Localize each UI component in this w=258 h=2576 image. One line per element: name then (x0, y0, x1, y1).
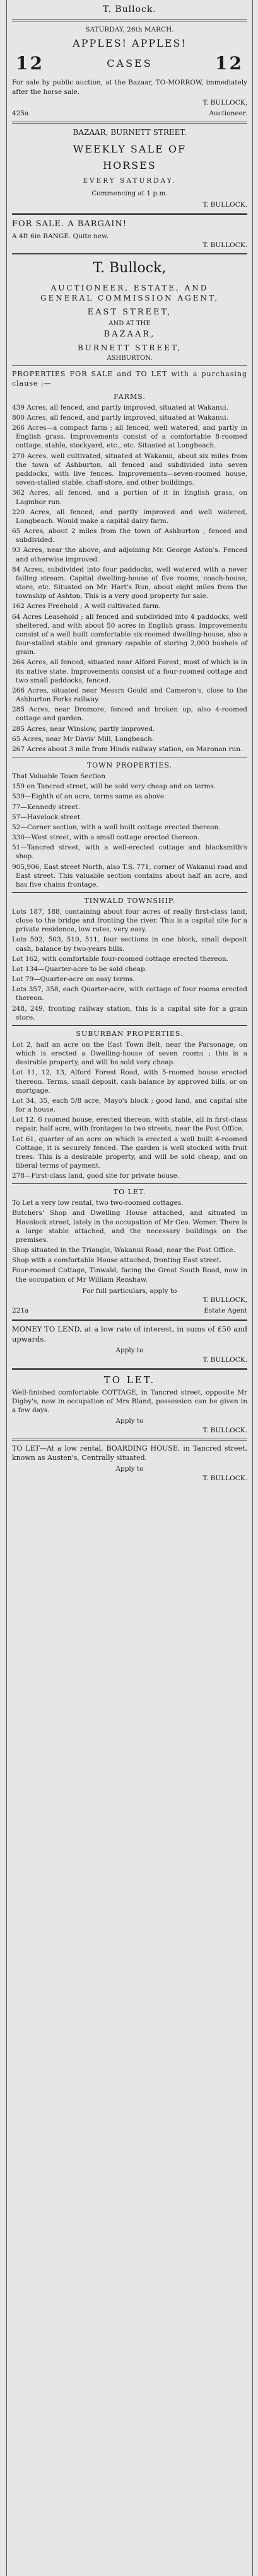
boarding-seller: T. BULLOCK. (202, 1474, 247, 1482)
town-subheading: That Valuable Town Section (12, 773, 106, 780)
money-to-lend-body: MONEY TO LEND, at a low rate of interest, in sums of £50 and upwards. (12, 1325, 247, 1343)
town-item: 905,906, East street North, also T.S. 771, corner of Wakanui road and East street. This valuable section contains about half an acre, and has five chains frontage. (12, 863, 247, 888)
money-to-lend-advert (12, 1325, 247, 1364)
town-item: 51—Tancred street, with a well-erected cottage and blacksmith's shop. (12, 844, 247, 861)
suburban-list (12, 1040, 247, 1181)
auctioneer-line: AUCTIONEER, ESTATE, AND (50, 283, 209, 292)
tinwald-item: Lots 357, 358, each Quarter-acre, with cottage of four rooms erected thereon. (12, 986, 247, 1003)
tinwald-list (12, 907, 247, 1022)
cottage-apply: Apply to (115, 1417, 144, 1425)
town-heading: TOWN PROPERTIES. (86, 761, 173, 770)
farm-item: 439 Acres, all fenced, and partly improved, situated at Wakanui. (12, 403, 228, 411)
tinwald-item: Lots 502, 503, 510, 511, four sections in one block, small deposit cash, balance by two-years bills. (12, 936, 247, 953)
range-detail: A 4ft 6in RANGE. Quite new. (12, 232, 109, 240)
apples-headline: APPLES! APPLES! (73, 37, 187, 50)
cases-line (12, 50, 247, 77)
tinwald-item: 248, 249, fronting railway station, this is a capital site for a grain store. (12, 1004, 247, 1021)
divider (12, 1439, 247, 1440)
divider (12, 1183, 247, 1184)
bullock-title: T. Bullock, (93, 260, 167, 276)
farm-item: 64 Acres Leasehold ; all fenced and subdivided into 4 paddocks, well sheltered, and with about 50 acres in English grass. Improvements consist of a well built comfortable six-roomed dwelling-house, also a four-stalled stable and granary capable of storing 2,000 bushels of grain. (12, 612, 247, 657)
suburban-item: Lot 2, half an acre on the East Town Belt, near the Parsonage, on which is erected a Dwelling-house of seven rooms ; this is a desirable property, and will be sold very cheap. (12, 1040, 247, 1067)
farm-item: 270 Acres, well cultivated, situated at Wakanui, about six miles from the town of Ashburton, all fenced and subdivided into seven paddocks, with live fences. Improvements—seven-roomed house, seven-stalled stable, chaff-store, and other buildings. (12, 452, 247, 487)
town-item: 539—Eighth of an acre, terms same as above. (12, 793, 167, 801)
cottage-to-let-body: Well-finished comfortable COTTAGE, in Tancred street, opposite Mr Digby's, now in occupation of Mrs Bland, possession can be given in a few days. (12, 1388, 247, 1415)
to-let-item: Butchers' Shop and Dwelling House attached, and situated in Havelock street, lately in the occupation of Mr Geo. Womer. There is a large stable attached, and the necessary buildings on the premises. (12, 1209, 247, 1244)
tinwald-item: Lots 187, 188, containing about four acres of really first-class land, close to the bridge and fronting the river. This is a capital site for a private residence, low rates, very easy. (12, 907, 247, 934)
to-let-item: Shop with a comfortable House attached, fronting East street. (12, 1256, 222, 1265)
to-let-item: Four-roomed Cottage, Tinwald, facing the Great South Road, now in the occupation of Mr William Renshaw. (12, 1267, 247, 1284)
suburban-heading: SUBURBAN PROPERTIES. (76, 1029, 184, 1038)
boarding-house-advert (12, 1444, 247, 1483)
farm-item: 65 Acres, about 2 miles from the town of Ashburton ; fenced and subdivided. (12, 527, 247, 544)
cottage-seller: T. BULLOCK. (202, 1426, 247, 1434)
every-saturday: EVERY SATURDAY. (83, 176, 177, 185)
suburban-item: Lot 61, quarter of an acre on which is erected a well built 4-roomed Cottage, it is securely fenced. The garden is well stocked with fruit trees. This is a desirable property, and will be sold cheap, and on liberal terms of payment. (12, 1135, 247, 1170)
to-let-item: Shop situated in the Triangle, Wakanui Road, near the Post Office. (12, 1246, 235, 1255)
cases-count-left: 12 (16, 52, 44, 74)
farm-item: 93 Acres, near the above, and adjoining Mr. George Aston's. Fenced and otherwise improved. (12, 546, 247, 563)
horse-sale-advert (12, 127, 247, 209)
east-street-line: EAST STREET, (87, 307, 172, 317)
range-seller: T. BULLOCK. (202, 241, 247, 249)
cottage-to-let-title: TO LET. (103, 1374, 156, 1386)
town-item: 52—Corner section, with a well built cottage erected thereon. (12, 823, 221, 831)
burnett-street-line: BURNETT STREET, (77, 343, 182, 352)
apples-ref: 425a (12, 109, 29, 117)
money-seller: T. BULLOCK. (202, 1355, 247, 1364)
apples-seller: T. BULLOCK, (202, 98, 247, 106)
divider (12, 213, 247, 215)
farm-item: 285 Acres, near Winslow, partly improved. (12, 725, 155, 733)
bazaar-heading: BAZAAR, BURNETT STREET. (73, 128, 187, 137)
main-advert-role: Estate Agent (204, 1307, 247, 1315)
apples-advert (12, 25, 247, 118)
farm-item: 84 Acres, subdivided into four paddocks, well watered with a never failing stream. Capital dwelling-house of five rooms, coach-house, store, etc. Situated on Mr. Hart's Run, about eight miles from the township of Ashton. This is a very good property for sale. (12, 565, 247, 601)
tinwald-item: Lot 79—Quarter-acre on easy terms. (12, 975, 135, 984)
town-item: 57—Havelock street. (12, 813, 83, 821)
newspaper-column (6, 0, 253, 2576)
range-advert (12, 219, 247, 250)
bazaar-line: BAZAAR, (103, 330, 156, 340)
tinwald-item: Lot 162, with comfortable four-roomed cottage erected thereon. (12, 955, 229, 963)
to-let-item: To Let a very low rental, two two-roomed cottages. (12, 1199, 184, 1207)
horses-heading: HORSES (103, 159, 156, 171)
farm-item: 65 Acres, near Mr Davis' Mill, Longbeach. (12, 735, 155, 743)
divider (12, 20, 247, 21)
boarding-house-body: TO LET—At a low rental, BOARDING HOUSE, in Tancred street, known as Austen's, Centrally situated. (12, 1444, 247, 1462)
bullock-main-advert (12, 259, 247, 1315)
suburban-item: Lot 12. 6 roomed house, erected thereon, with stable, all in first-class repair, half acre, with frontages to two streets, near the Post Office. (12, 1116, 247, 1133)
farm-item: 220 Acres, all fenced, and partly improved and well watered, Longbeach. Would make a capital dairy farm. (12, 508, 247, 525)
dateline: SATURDAY, 26th MARCH. (85, 25, 174, 33)
apples-body: For sale by public auction, at the Bazaar, TO-MORROW, immediately after the horse sale. (12, 79, 247, 96)
cottage-to-let-advert (12, 1374, 247, 1435)
farm-item: 267 Acres about 3 mile from Hinds railway station, on Maronan run. (12, 745, 243, 753)
farm-item: 266 Acres—a compact farm ; all fenced, well watered, and partly in English grass. Improvements consist of a comfortable 8-roomed cottage, stable, stockyard, etc., etc. Situated at Longbeach. (12, 424, 247, 450)
divider (12, 122, 247, 124)
farm-item: 362 Acres, all fenced, and a portion of it in English grass, on Lagmhor run. (12, 489, 247, 506)
boarding-apply: Apply to (115, 1465, 144, 1473)
ashburton-line: ASHBURTON. (107, 354, 153, 362)
farm-item: 800 Acres, all fenced, and partly improved, situated at Wakanui. (12, 413, 228, 422)
apples-role: Auctioneer. (209, 109, 247, 117)
suburban-item: Lot 11, 12, 13, Alford Forest Road, with 5-roomed house erected thereon. Terms, small deposit, cash balance by approved bills, or on mortgage. (12, 1069, 247, 1095)
particulars-line: For full particulars, apply to (82, 1287, 177, 1295)
suburban-item: Lot 34, 35, each 5/8 acre, Mayo's block ; good land, and capital site for a house. (12, 1096, 247, 1114)
divider (12, 253, 247, 255)
farm-item: 264 Acres, all fenced, situated near Alford Forest, most of which is in its native state. Improvements consist of a four-roomed cottage and two small paddocks, fenced. (12, 658, 247, 684)
divider (12, 892, 247, 893)
tinwald-heading: TINWALD TOWNSHIP. (84, 897, 175, 906)
main-advert-ref: 221a (12, 1307, 29, 1315)
farm-item: 266 Acres, situated near Messrs Gould and Cameron's, close to the Ashburton Forks railway. (12, 686, 247, 704)
commission-agent-line: GENERAL COMMISSION AGENT, (40, 293, 220, 302)
horse-sale-seller: T. BULLOCK. (202, 200, 247, 209)
divider (12, 1025, 247, 1026)
farm-item: 285 Acres, near Dromore, fenced and broken up, also 4-roomed cottage and garden. (12, 706, 247, 723)
farm-item: 162 Acres Freehold ; A well cultivated farm. (12, 602, 161, 611)
town-item: 330—West street, with a small cottage erected thereon. (12, 834, 200, 842)
farms-list (12, 403, 247, 754)
divider (12, 365, 247, 366)
suburban-item: 278—First-class land, good site for private house. (12, 1172, 180, 1180)
to-let-list (12, 1199, 247, 1284)
to-let-heading: TO LET. (113, 1188, 146, 1197)
tinwald-item: Lot 134—Quarter-acre to be sold cheap. (12, 965, 148, 973)
and-at-the: AND AT THE (108, 319, 151, 327)
divider (12, 1319, 247, 1321)
money-apply: Apply to (115, 1347, 144, 1355)
town-item: 159 on Tancred street, will be sold very cheap and on terms. (12, 783, 216, 791)
commencing-time: Commencing at 1 p.m. (91, 189, 168, 197)
divider (12, 1368, 247, 1370)
farms-heading: FARMS. (114, 392, 146, 401)
properties-heading: PROPERTIES FOR SALE and TO LET with a purchasing clause :— (12, 370, 247, 388)
cases-count-right: 12 (215, 52, 243, 74)
town-list (12, 782, 247, 889)
main-advert-seller: T. BULLOCK, (202, 1296, 247, 1304)
weekly-sale: WEEKLY SALE OF (73, 143, 187, 156)
apples-signature (12, 109, 247, 118)
main-advert-signature (12, 1306, 247, 1315)
town-item: 77—Kennedy street. (12, 803, 80, 811)
range-headline: FOR SALE. A BARGAIN! (12, 219, 127, 229)
page-title: T. Bullock. (103, 4, 156, 14)
cases-label: CASES (107, 57, 153, 69)
